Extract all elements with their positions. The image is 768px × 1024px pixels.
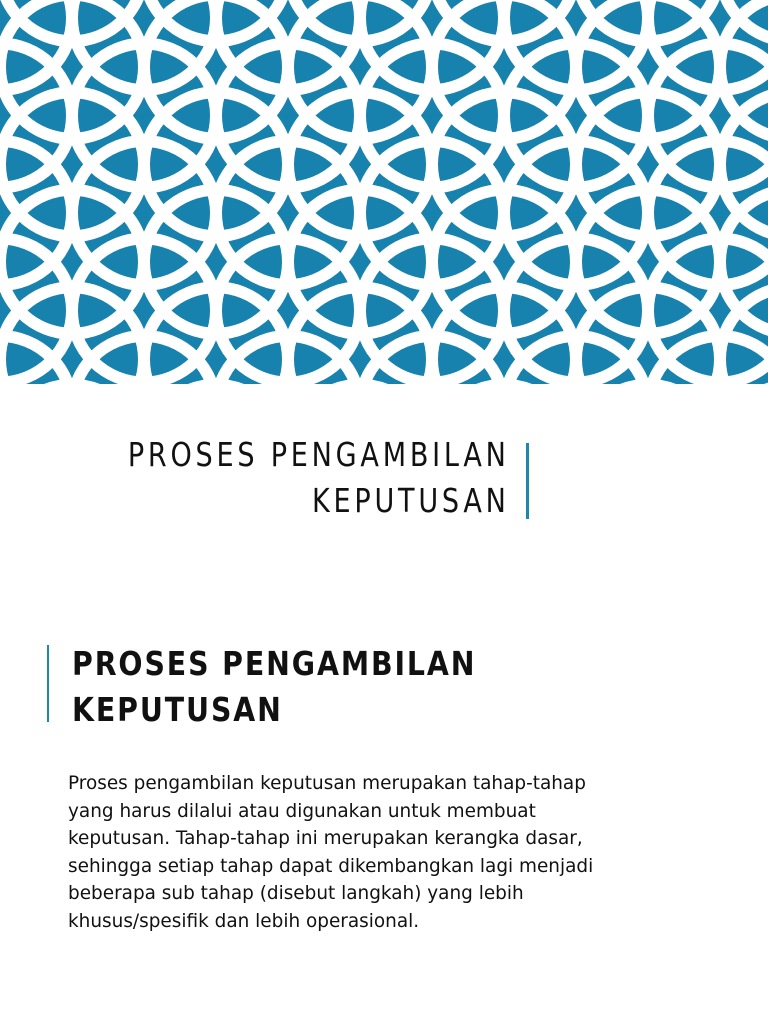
- body-line: khusus/spesifik dan lebih operasional.: [68, 909, 420, 932]
- slide2-title-line-1: PROSES PENGAMBILAN: [72, 644, 477, 683]
- body-line: yang harus dilalui atau digunakan untuk membuat: [68, 799, 536, 822]
- slide1-accent-bar: [526, 443, 529, 519]
- slide2-body-text: [68, 770, 708, 936]
- slide1-title: [44, 432, 510, 524]
- slide1-title-line-2: KEPUTUSAN: [312, 481, 510, 520]
- slide2-accent-bar: [47, 645, 49, 722]
- slide1-title-line-1: PROSES PENGAMBILAN: [128, 435, 510, 474]
- pattern-rings: [0, 0, 768, 384]
- interlocking-circle-pattern: [0, 0, 768, 384]
- slide2-title-line-2: KEPUTUSAN: [72, 690, 283, 729]
- body-line: beberapa sub tahap (disebut langkah) yang lebih: [68, 882, 524, 905]
- body-line: sehingga setiap tahap dapat dikembangkan lagi menjadi: [68, 854, 594, 877]
- body-line: keputusan. Tahap-tahap ini merupakan kerangka dasar,: [68, 827, 583, 850]
- slide2-title: [72, 641, 542, 733]
- body-line: Proses pengambilan keputusan merupakan tahap-tahap: [68, 772, 586, 794]
